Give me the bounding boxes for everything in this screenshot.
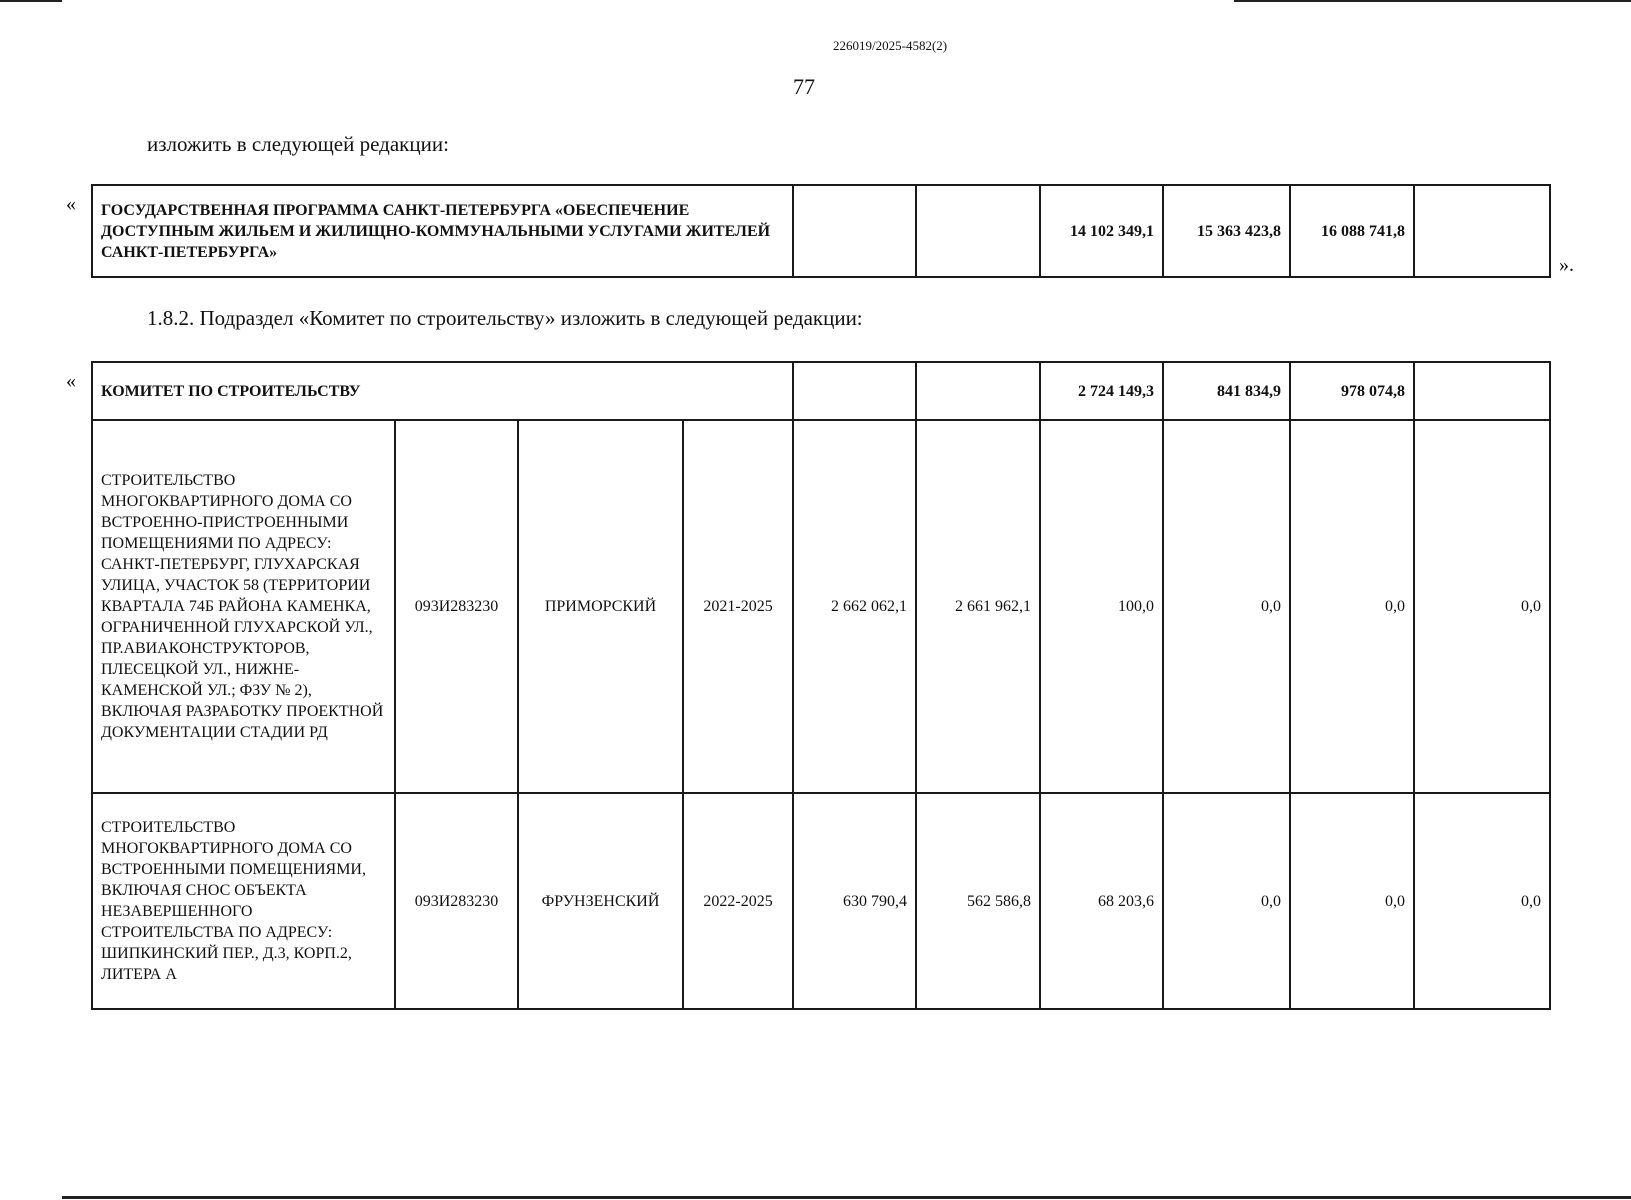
committee-value-3: 978 074,8 <box>1290 362 1414 420</box>
close-quote-1: ». <box>1559 254 1574 276</box>
committee-value-1: 2 724 149,3 <box>1040 362 1163 420</box>
open-quote-2: « <box>66 370 76 392</box>
program-value-1: 14 102 349,1 <box>1040 185 1163 277</box>
object-year-3: 0,0 <box>1290 420 1414 793</box>
committee-cell-empty-3 <box>1414 362 1550 420</box>
object-district: ФРУНЗЕНСКИЙ <box>518 793 683 1009</box>
committee-title: КОМИТЕТ ПО СТРОИТЕЛЬСТВУ <box>92 362 793 420</box>
program-value-3: 16 088 741,8 <box>1290 185 1414 277</box>
bottom-edge-rule <box>62 1196 1631 1199</box>
object-period: 2022-2025 <box>683 793 793 1009</box>
object-code: 093И283230 <box>395 420 518 793</box>
object-description: СТРОИТЕЛЬСТВО МНОГОКВАРТИРНОГО ДОМА СО ВСТРОЕННО-ПРИСТРОЕННЫМИ ПОМЕЩЕНИЯМИ ПО АДРЕСУ: САНКТ-ПЕТЕРБУРГ, ГЛУХАРСКАЯ УЛИЦА, УЧАСТОК 58 (ТЕРРИТОРИИ КВАРТАЛА 74Б РАЙОНА КАМЕНКА, ОГРАНИЧЕННОЙ ГЛУХАРСКОЙ УЛ., ПР.АВИАКОНСТРУКТОРОВ, ПЛЕСЕЦКОЙ УЛ., НИЖНЕ-КАМЕНСКОЙ УЛ.; ФЗУ № 2), ВКЛЮЧАЯ РАЗРАБОТКУ ПРОЕКТНОЙ ДОКУМЕНТАЦИИ СТАДИИ РД <box>92 420 395 793</box>
top-edge-rule-right <box>1234 0 1631 2</box>
object-description: СТРОИТЕЛЬСТВО МНОГОКВАРТИРНОГО ДОМА СО ВСТРОЕННЫМИ ПОМЕЩЕНИЯМИ, ВКЛЮЧАЯ СНОС ОБЪЕКТА НЕЗАВЕРШЕННОГО СТРОИТЕЛЬСТВА ПО АДРЕСУ: ШИПКИНСКИЙ ПЕР., Д.3, КОРП.2, ЛИТЕРА А <box>92 793 395 1009</box>
object-code: 093И283230 <box>395 793 518 1009</box>
object-funded-before: 2 661 962,1 <box>916 420 1040 793</box>
committee-cell-empty-2 <box>916 362 1040 420</box>
object-year-2: 0,0 <box>1163 793 1290 1009</box>
object-year-1: 100,0 <box>1040 420 1163 793</box>
object-total-cost: 630 790,4 <box>793 793 916 1009</box>
subsection-heading: 1.8.2. Подраздел «Комитет по строительству» изложить в следующей редакции: <box>147 306 863 330</box>
object-year-4: 0,0 <box>1414 420 1550 793</box>
table-row <box>92 420 1550 793</box>
document-id: 226019/2025-4582(2) <box>833 38 948 53</box>
committee-value-2: 841 834,9 <box>1163 362 1290 420</box>
table-row <box>92 793 1550 1009</box>
program-cell-empty-3 <box>1414 185 1550 277</box>
object-district: ПРИМОРСКИЙ <box>518 420 683 793</box>
committee-table <box>91 361 1551 1010</box>
program-cell-empty-1 <box>793 185 916 277</box>
program-cell-empty-2 <box>916 185 1040 277</box>
intro-text: изложить в следующей редакции: <box>147 132 449 156</box>
page-number: 77 <box>793 74 815 99</box>
program-title: ГОСУДАРСТВЕННАЯ ПРОГРАММА САНКТ-ПЕТЕРБУРГА «ОБЕСПЕЧЕНИЕ ДОСТУПНЫМ ЖИЛЬЕМ И ЖИЛИЩНО-КОММУНАЛЬНЫМИ УСЛУГАМИ ЖИТЕЛЕЙ САНКТ-ПЕТЕРБУРГА» <box>92 185 793 277</box>
committee-header-row <box>92 362 1550 420</box>
object-funded-before: 562 586,8 <box>916 793 1040 1009</box>
object-year-2: 0,0 <box>1163 420 1290 793</box>
object-period: 2021-2025 <box>683 420 793 793</box>
object-year-4: 0,0 <box>1414 793 1550 1009</box>
object-year-1: 68 203,6 <box>1040 793 1163 1009</box>
top-edge-rule-left <box>0 0 62 2</box>
object-total-cost: 2 662 062,1 <box>793 420 916 793</box>
program-value-2: 15 363 423,8 <box>1163 185 1290 277</box>
open-quote-1: « <box>66 193 76 215</box>
program-table <box>91 184 1551 278</box>
committee-cell-empty-1 <box>793 362 916 420</box>
object-year-3: 0,0 <box>1290 793 1414 1009</box>
